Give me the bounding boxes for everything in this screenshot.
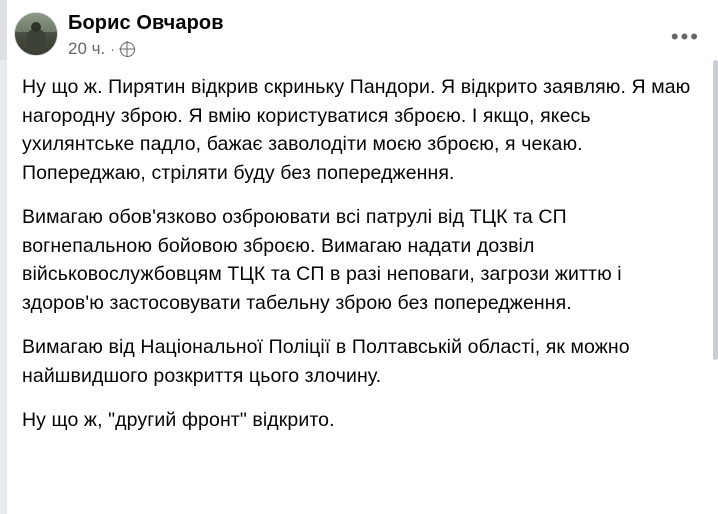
avatar-image-head [31, 22, 41, 32]
post-paragraph: Ну що ж, "другий фронт" відкрито. [22, 409, 335, 431]
post-header-text [68, 10, 224, 59]
post-timestamp[interactable]: 20 ч. [68, 39, 106, 58]
left-edge-strip [0, 0, 7, 514]
globe-icon[interactable] [120, 42, 135, 57]
post-body [0, 59, 718, 435]
post-paragraph: Вимагаю від Національної Поліції в Полтавській області, як можно найшвидшого розкриття цього злочину. [22, 336, 630, 387]
post-header [0, 0, 718, 59]
scrollbar-track[interactable] [713, 0, 718, 514]
avatar-image-figure [26, 29, 46, 55]
post-paragraph: Вимагаю обов'язково озброювати всі патрулі від ТЦК та СП вогнепальною бойовою зброєю. Вимагаю надати дозвіл військовослужбовцям ТЦК та СП в разі неповаги, загрози життю і здоров'ю застосовувати табельну зброю без попередження. [22, 206, 622, 314]
post-paragraph: Ну що ж. Пирятин відкрив скриньку Пандори. Я відкрито заявляю. Я маю нагородну зброю. Я вмію користуватися зброєю. І якщо, якесь ухилянтське падло, бажає заволодіти моєю зброєю, я чекаю. Попереджаю, стріляти буду без попередження. [22, 76, 691, 184]
scrollbar-thumb[interactable] [713, 60, 718, 360]
avatar[interactable] [14, 12, 58, 56]
post-meta [68, 39, 224, 59]
meta-separator: · [110, 41, 115, 57]
post-more-options-button[interactable]: ••• [670, 24, 700, 49]
author-name[interactable]: Борис Овчаров [68, 12, 224, 34]
